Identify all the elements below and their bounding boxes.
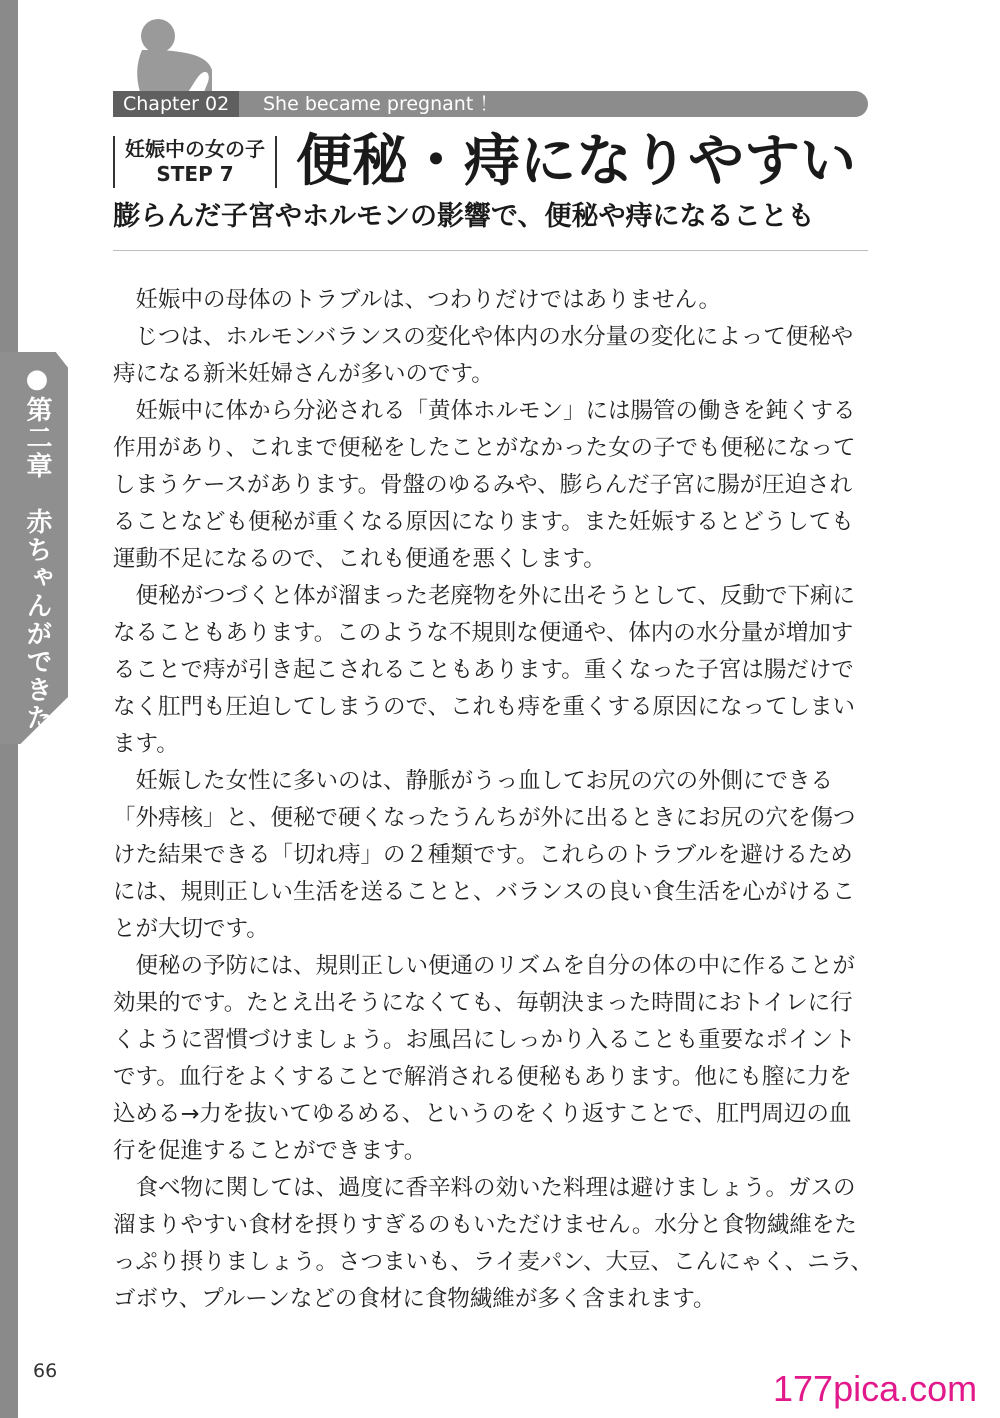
chapter-label: Chapter 02 bbox=[113, 91, 239, 117]
paragraph: 妊娠中の母体のトラブルは、つわりだけではありません。 bbox=[135, 287, 721, 313]
baby-silhouette-icon bbox=[128, 14, 212, 94]
paragraph: 便秘がつづくと体が溜まった老廃物を外に出そうとして、反動で下痢になることもあります。このような不規則な便通や、体内の水分量が増加することで痔が引き起こされることもあります。重くなった子宮は腸だけでなく肛門も圧迫してしまうので、これも痔を重くする原因になってしまいます。 bbox=[113, 583, 856, 757]
step-line2: STEP 7 bbox=[156, 162, 234, 186]
paragraph: 妊娠した女性に多いのは、静脈がうっ血してお尻の穴の外側にできる「外痔核」と、便秘で硬くなったうんちが外に出るときにお尻の穴を傷つけた結果できる「切れ痔」の２種類です。これらのトラブルを避けるためには、規則正しい生活を送ることと、バランスの良い食生活を心がけることが大切です。 bbox=[113, 768, 856, 942]
page-number: 66 bbox=[33, 1360, 58, 1382]
paragraph: 食べ物に関しては、過度に香辛料の効いた料理は避けましょう。ガスの溜まりやすい食材を摂りすぎるのもいただけません。水分と食物繊維をたっぷり摂りましょう。さつまいも、ライ麦パン、大豆、こんにゃく、ニラ、ゴボウ、プルーンなどの食材に食物繊維が多く含まれます。 bbox=[113, 1175, 873, 1312]
chapter-subtitle: She became pregnant ！ bbox=[263, 93, 499, 115]
page-subtitle: 膨らんだ子宮やホルモンの影響で、便秘や痔になることも bbox=[113, 201, 815, 232]
chapter-bar bbox=[113, 91, 868, 117]
paragraph: じつは、ホルモンバランスの変化や体内の水分量の変化によって便秘や痔になる新米妊婦さんが多いのです。 bbox=[113, 324, 854, 387]
watermark: 177pica.com bbox=[773, 1368, 978, 1409]
step-line1: 妊娠中の女の子 bbox=[125, 137, 265, 161]
divider bbox=[113, 250, 868, 251]
body-text bbox=[113, 282, 873, 1318]
paragraph: 便秘の予防には、規則正しい便通のリズムを自分の体の中に作ることが効果的です。たとえ出そうになくても、毎朝決まった時間におトイレに行くように習慣づけましょう。お風呂にしっかり入ることも重要なポイントです。血行をよくすることで解消される便秘もあります。他にも膣に力を込める→力を抜いてゆるめる、というのをくり返すことで、肛門周辺の血行を促進することができます。 bbox=[113, 953, 856, 1164]
side-tab-text: ●第二章 赤ちゃんができた！ bbox=[22, 364, 52, 760]
paragraph: 妊娠中に体から分泌される「黄体ホルモン」には腸管の働きを鈍くする作用があり、これまで便秘をしたことがなかった女の子でも便秘になってしまうケースがあります。骨盤のゆるみや、膨らんだ子宮に腸が圧迫されることなども便秘が重くなる原因になります。また妊娠するとどうしても運動不足になるので、これも便通を悪くします。 bbox=[113, 398, 856, 572]
page-title: 便秘・痔になりやすい bbox=[296, 129, 856, 194]
step-box bbox=[113, 136, 277, 188]
